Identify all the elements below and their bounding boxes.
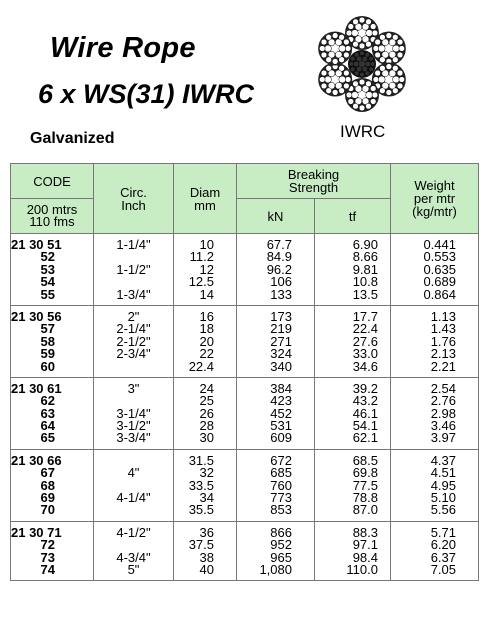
kn-cell-line: 106 — [270, 274, 292, 290]
code-cell-line: 59 — [40, 346, 55, 362]
weight-cell — [391, 305, 479, 377]
weight-cell-line: 6.20 — [430, 537, 456, 553]
kn-cell-line: 271 — [270, 333, 292, 349]
tf-cell — [315, 234, 391, 306]
tf-cell-line: 88.3 — [352, 524, 378, 540]
diam-cell-line: 22.4 — [188, 358, 214, 374]
diam-cell-line: 18 — [199, 321, 214, 337]
kn-cell — [237, 521, 315, 581]
tf-cell-line: 97.1 — [352, 537, 378, 553]
weight-cell-line: 5.10 — [430, 490, 456, 506]
kn-cell-line: 685 — [270, 465, 292, 481]
kn-cell-line: 219 — [270, 321, 292, 337]
circ-cell-line: 1-1/2" — [116, 261, 151, 277]
weight-cell-line: 2.76 — [430, 393, 456, 409]
tf-cell-line: 17.7 — [352, 308, 378, 324]
weight-cell-line: 2.54 — [430, 380, 456, 396]
circ-cell — [94, 377, 174, 449]
kn-cell-line: 760 — [270, 477, 292, 493]
tf-cell-line: 78.8 — [352, 490, 378, 506]
tf-cell-line: 22.4 — [352, 321, 378, 337]
diam-cell-line: 26 — [199, 405, 214, 421]
tf-cell-line: 62.1 — [352, 430, 378, 446]
code-cell — [11, 305, 94, 377]
tf-cell-line: 6.90 — [352, 237, 378, 252]
code-cell-line: 55 — [40, 286, 55, 302]
diam-cell — [174, 234, 237, 306]
diam-cell-line: 14 — [199, 286, 214, 302]
kn-cell-line: 672 — [270, 452, 292, 468]
table-row-group — [11, 305, 479, 377]
code-cell-line: 62 — [40, 393, 55, 409]
tf-cell-line: 13.5 — [352, 286, 378, 302]
kn-cell-line: 866 — [270, 524, 292, 540]
rope-construction-subtitle: 6 x WS(31) IWRC — [38, 79, 255, 109]
tf-cell-line: 33.0 — [352, 346, 378, 362]
weight-header: Weight per mtr (kg/mtr) — [391, 164, 479, 234]
table-row-group — [11, 377, 479, 449]
tf-cell — [315, 377, 391, 449]
rope-core-label: IWRC — [340, 122, 386, 141]
diam-cell-line: 40 — [199, 561, 214, 577]
rope-cross-section-icon — [312, 14, 412, 114]
weight-cell-line: 1.13 — [430, 308, 456, 324]
diam-cell — [174, 521, 237, 581]
tf-cell-line: 69.8 — [352, 465, 378, 481]
weight-cell-line: 0.553 — [423, 249, 456, 265]
circ-cell-line: 3-1/4" — [116, 405, 151, 421]
circ-cell — [94, 234, 174, 306]
kn-cell — [237, 305, 315, 377]
weight-cell — [391, 521, 479, 581]
tf-cell — [315, 305, 391, 377]
weight-cell-line: 6.37 — [430, 549, 456, 565]
tf-cell-line: 110.0 — [346, 561, 378, 577]
kn-cell-line: 965 — [270, 549, 292, 565]
diam-cell-line: 37.5 — [188, 537, 214, 553]
circ-cell-line: 4-1/4" — [116, 490, 151, 506]
kn-cell-line: 67.7 — [266, 237, 292, 252]
circ-cell — [94, 449, 174, 521]
diam-cell-line: 31.5 — [188, 452, 214, 468]
kn-cell — [237, 234, 315, 306]
code-cell-line: 60 — [40, 358, 55, 374]
weight-cell — [391, 449, 479, 521]
weight-cell — [391, 234, 479, 306]
kn-cell-line: 84.9 — [266, 249, 292, 265]
table-row-group — [11, 521, 479, 581]
code-cell-line: 53 — [40, 261, 55, 277]
weight-cell — [391, 377, 479, 449]
kn-cell-line: 452 — [270, 405, 292, 421]
code-cell-line: 65 — [40, 430, 55, 446]
circ-cell-line — [94, 361, 173, 373]
tf-cell-line: 87.0 — [352, 502, 378, 518]
circ-cell-line: 4-3/4" — [116, 549, 151, 565]
weight-cell-line: 3.46 — [430, 418, 456, 434]
code-header: CODE — [11, 164, 94, 199]
diam-cell-line: 25 — [199, 393, 214, 409]
finish-label: Galvanized — [30, 130, 115, 147]
kn-cell-line: 773 — [270, 490, 292, 506]
diam-cell-line: 28 — [199, 418, 214, 434]
circ-cell-line: 3-1/2" — [116, 418, 151, 434]
diam-cell — [174, 377, 237, 449]
circ-cell-line: 4" — [127, 465, 140, 481]
diam-cell-line: 33.5 — [188, 477, 214, 493]
code-cell-line: 74 — [40, 561, 55, 577]
weight-cell-line: 3.97 — [430, 430, 456, 446]
circ-cell — [94, 521, 174, 581]
circ-cell-line: 1-1/4" — [116, 237, 151, 252]
weight-cell-line: 0.689 — [423, 274, 456, 290]
weight-cell-line: 5.71 — [430, 524, 456, 540]
kn-cell-line: 952 — [270, 537, 292, 553]
diam-cell-line: 38 — [199, 549, 214, 565]
code-cell-line: 73 — [40, 549, 55, 565]
weight-cell-line: 1.76 — [430, 333, 456, 349]
code-cell — [11, 377, 94, 449]
code-cell-line: 21 30 61 — [11, 380, 62, 396]
table-row-group — [11, 449, 479, 521]
weight-cell-line: 1.43 — [430, 321, 456, 337]
kn-cell-line: 384 — [270, 380, 292, 396]
circ-cell-line: 2-1/4" — [116, 321, 151, 337]
weight-cell-line: 2.98 — [430, 405, 456, 421]
kn-cell-line: 1,080 — [259, 561, 292, 577]
diam-cell-line: 36 — [199, 524, 214, 540]
weight-cell-line: 2.21 — [430, 358, 456, 374]
kn-cell-line: 609 — [270, 430, 292, 446]
tf-cell-line: 9.81 — [352, 261, 378, 277]
weight-cell-line: 7.05 — [430, 561, 456, 577]
weight-cell-line: 4.95 — [430, 477, 456, 493]
kn-cell-line: 173 — [270, 308, 292, 324]
code-cell-line: 70 — [40, 502, 55, 518]
diam-cell-line: 24 — [199, 380, 214, 396]
wire-rope-spec-table — [10, 163, 479, 581]
breaking-strength-header: Breaking Strength — [237, 164, 391, 199]
diam-cell-line: 12 — [199, 261, 214, 277]
code-subheader: 200 mtrs 110 fms — [11, 199, 94, 234]
code-cell-line: 54 — [40, 274, 55, 290]
diam-cell-line: 20 — [199, 333, 214, 349]
circ-cell-line: 3" — [127, 380, 140, 396]
tf-cell-line: 54.1 — [352, 418, 378, 434]
diam-cell-line: 11.2 — [189, 249, 214, 265]
code-cell-line: 52 — [40, 249, 55, 265]
circ-header: Circ. Inch — [94, 164, 174, 234]
circ-cell-line: 2-3/4" — [116, 346, 151, 362]
circ-cell-line: 3-3/4" — [116, 430, 151, 446]
tf-cell-line: 77.5 — [352, 477, 378, 493]
code-cell-line: 21 30 51 — [11, 237, 62, 252]
diam-cell-line: 12.5 — [188, 274, 214, 290]
tf-cell — [315, 521, 391, 581]
code-cell-line: 21 30 71 — [11, 524, 62, 540]
code-cell — [11, 234, 94, 306]
weight-cell-line: 0.864 — [423, 286, 456, 302]
code-cell-line: 63 — [40, 405, 55, 421]
circ-cell-line: 2-1/2" — [116, 333, 151, 349]
table-row-group — [11, 234, 479, 306]
code-cell-line: 68 — [40, 477, 55, 493]
weight-cell-line: 2.13 — [430, 346, 456, 362]
tf-cell-line: 68.5 — [352, 452, 378, 468]
code-cell-line: 21 30 66 — [11, 452, 62, 468]
code-cell-line: 72 — [40, 537, 55, 553]
diam-cell-line: 32 — [199, 465, 214, 481]
kn-cell-line: 324 — [270, 346, 292, 362]
weight-cell-line: 0.441 — [423, 237, 456, 252]
kn-cell-line: 531 — [270, 418, 292, 434]
diam-header: Diam mm — [174, 164, 237, 234]
code-cell-line: 57 — [40, 321, 55, 337]
tf-cell-line: 10.8 — [352, 274, 378, 290]
kn-cell — [237, 449, 315, 521]
circ-cell — [94, 305, 174, 377]
kn-cell-line: 423 — [270, 393, 292, 409]
kn-header: kN — [237, 199, 315, 234]
tf-header: tf — [315, 199, 391, 234]
kn-cell-line: 340 — [270, 358, 292, 374]
diam-cell-line: 30 — [199, 430, 214, 446]
code-cell-line: 21 30 56 — [11, 308, 62, 324]
tf-cell-line: 98.4 — [352, 549, 378, 565]
tf-cell-line: 8.66 — [352, 249, 378, 265]
diam-cell-line: 16 — [199, 308, 214, 324]
kn-cell-line: 853 — [270, 502, 292, 518]
diam-cell-line: 34 — [199, 490, 214, 506]
diam-cell — [174, 449, 237, 521]
kn-cell — [237, 377, 315, 449]
code-cell-line: 67 — [40, 465, 55, 481]
circ-cell-line: 2" — [127, 308, 140, 324]
diam-cell — [174, 305, 237, 377]
circ-cell-line: 1-3/4" — [116, 286, 151, 302]
diam-cell-line: 35.5 — [188, 502, 214, 518]
circ-cell-line — [94, 504, 173, 516]
diam-cell-line: 22 — [199, 346, 214, 362]
tf-cell-line: 27.6 — [352, 333, 378, 349]
weight-cell-line: 4.37 — [430, 452, 456, 468]
weight-cell-line: 0.635 — [423, 261, 456, 277]
diam-cell-line: 10 — [199, 237, 214, 252]
tf-cell-line: 43.2 — [352, 393, 378, 409]
tf-cell-line: 34.6 — [352, 358, 378, 374]
weight-cell-line: 5.56 — [430, 502, 456, 518]
code-cell-line: 69 — [40, 490, 55, 506]
code-cell-line: 64 — [40, 418, 55, 434]
weight-cell-line: 4.51 — [430, 465, 456, 481]
code-cell — [11, 521, 94, 581]
page-title: Wire Rope — [50, 32, 196, 64]
circ-cell-line: 5" — [127, 561, 140, 577]
tf-cell-line: 46.1 — [352, 405, 378, 421]
code-cell — [11, 449, 94, 521]
tf-cell — [315, 449, 391, 521]
kn-cell-line: 96.2 — [266, 261, 292, 277]
circ-cell-line: 4-1/2" — [116, 524, 151, 540]
kn-cell-line: 133 — [270, 286, 292, 302]
tf-cell-line: 39.2 — [352, 380, 378, 396]
code-cell-line: 58 — [40, 333, 55, 349]
